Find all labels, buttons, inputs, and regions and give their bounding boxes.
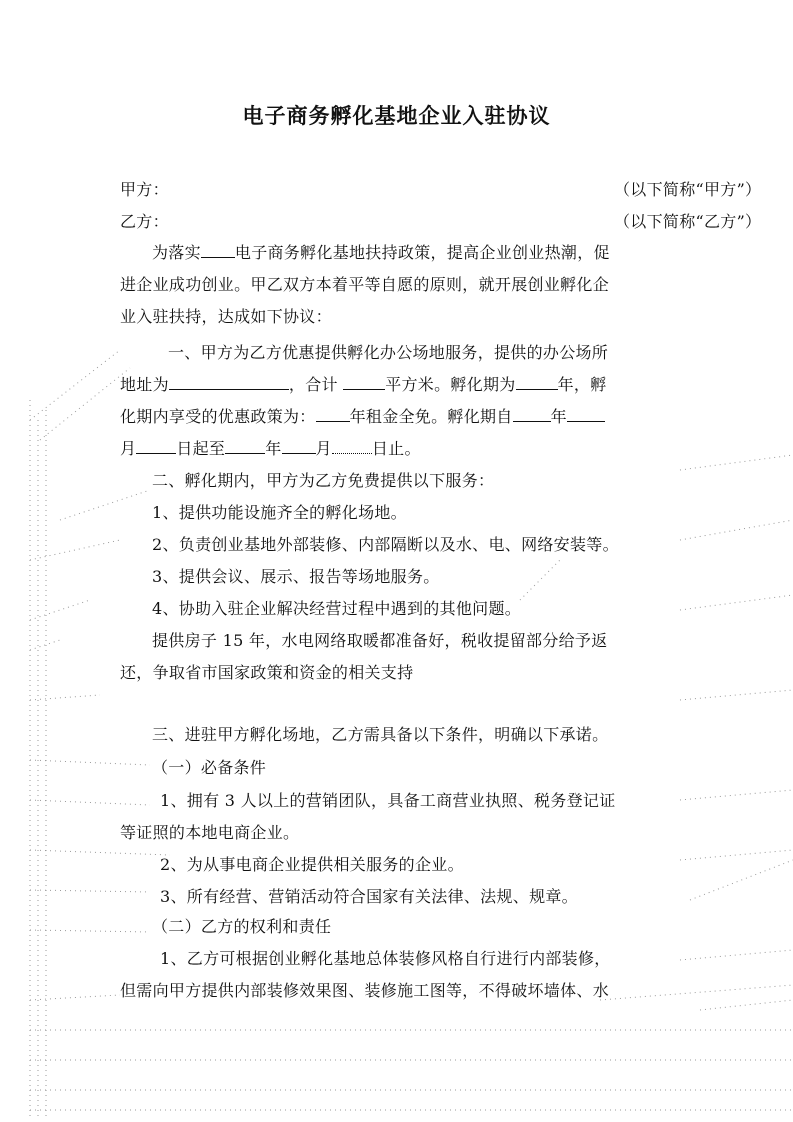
clause2-item-4: 4、协助入驻企业解决经营过程中遇到的其他问题。 (152, 599, 522, 618)
clause-text: 平方米。孵化期为 (385, 375, 516, 394)
clause-text: 月 (120, 439, 137, 458)
blank-field (225, 439, 265, 454)
intro-line-2: 进企业成功创业。甲乙双方本着平等自愿的原则，就开展创业孵化企 (120, 275, 610, 294)
clause-text: ，合计 (288, 375, 338, 394)
blank-field (343, 375, 385, 390)
document-title: 电子商务孵化基地企业入驻协议 (242, 103, 551, 128)
blank-field (316, 407, 350, 422)
clause1-line-3 (120, 404, 680, 427)
party-b-line (120, 209, 762, 232)
blank-field (516, 375, 558, 390)
clause2-heading: 二、孵化期内，甲方为乙方免费提供以下服务： (152, 471, 495, 490)
clause2-extra-1: 提供房子 15 年，水电网络取暖都准备好，税收提留部分给予返 (152, 631, 608, 650)
clause-text: 年，孵 (557, 375, 607, 394)
clause2-extra-2: 还，争取省市国家政策和资金的相关支持 (120, 663, 414, 682)
party-a-note: （以下简称“甲方”） (614, 180, 762, 199)
blank-field (513, 407, 551, 422)
clause3-cond-1b: 等证照的本地电商企业。 (120, 823, 300, 842)
party-a-line (120, 177, 762, 200)
clause-text: 年租金全免。孵化期自 (349, 407, 513, 426)
clause3-right-1a: 1、乙方可根据创业孵化基地总体装修风格自行进行内部装修， (160, 949, 611, 968)
intro-text: 为落实 (152, 243, 201, 262)
party-b-label: 乙方： (120, 212, 169, 231)
clause2-item-2: 2、负责创业基地外部装修、内部隔断以及水、电、网络安装等。 (152, 535, 619, 554)
clause-text: 日止。 (371, 439, 421, 458)
clause3-cond-3: 3、所有经营、营销活动符合国家有关法律、法规、规章。 (160, 887, 578, 906)
clause3-right-1b: 但需向甲方提供内部装修效果图、装修施工图等，不得破坏墙体、水 (120, 981, 610, 1000)
clause1-line-4 (120, 436, 680, 459)
clause-text: 化期内享受的优惠政策为： (120, 407, 316, 426)
clause3-cond-1a: 1、拥有 3 人以上的营销团队，具备工商营业执照、税务登记证 (160, 791, 616, 810)
blank-field (567, 407, 605, 422)
intro-line-1 (120, 240, 680, 263)
blank-field (332, 439, 372, 454)
clause-text: 月 (315, 439, 332, 458)
clause3-sub1: （一）必备条件 (152, 758, 267, 777)
blank-field (169, 375, 289, 390)
party-a-label: 甲方： (120, 180, 169, 199)
clause-text: 年 (265, 439, 282, 458)
blank-field (282, 439, 316, 454)
clause-text: 地址为 (120, 375, 169, 394)
clause1-line-2 (120, 372, 680, 395)
clause3-cond-2: 2、为从事电商企业提供相关服务的企业。 (160, 855, 464, 874)
clause-text: 日起至 (176, 439, 226, 458)
blank-field (136, 439, 176, 454)
clause3-heading: 三、进驻甲方孵化场地，乙方需具备以下条件，明确以下承诺。 (152, 725, 609, 744)
clause2-item-3: 3、提供会议、展示、报告等场地服务。 (152, 567, 440, 586)
clause2-item-1: 1、提供功能设施齐全的孵化场地。 (152, 503, 407, 522)
clause-text: 年 (550, 407, 567, 426)
intro-text: 电子商务孵化基地扶持政策，提高企业创业热潮，促 (234, 243, 610, 262)
clause3-sub2: （二）乙方的权利和责任 (152, 917, 332, 936)
intro-line-3: 业入驻扶持，达成如下协议： (120, 307, 332, 326)
blank-field (201, 243, 235, 258)
clause1-line-1: 一、甲方为乙方优惠提供孵化办公场地服务，提供的办公场所 (168, 343, 609, 362)
party-b-note: （以下简称“乙方”） (614, 212, 762, 231)
